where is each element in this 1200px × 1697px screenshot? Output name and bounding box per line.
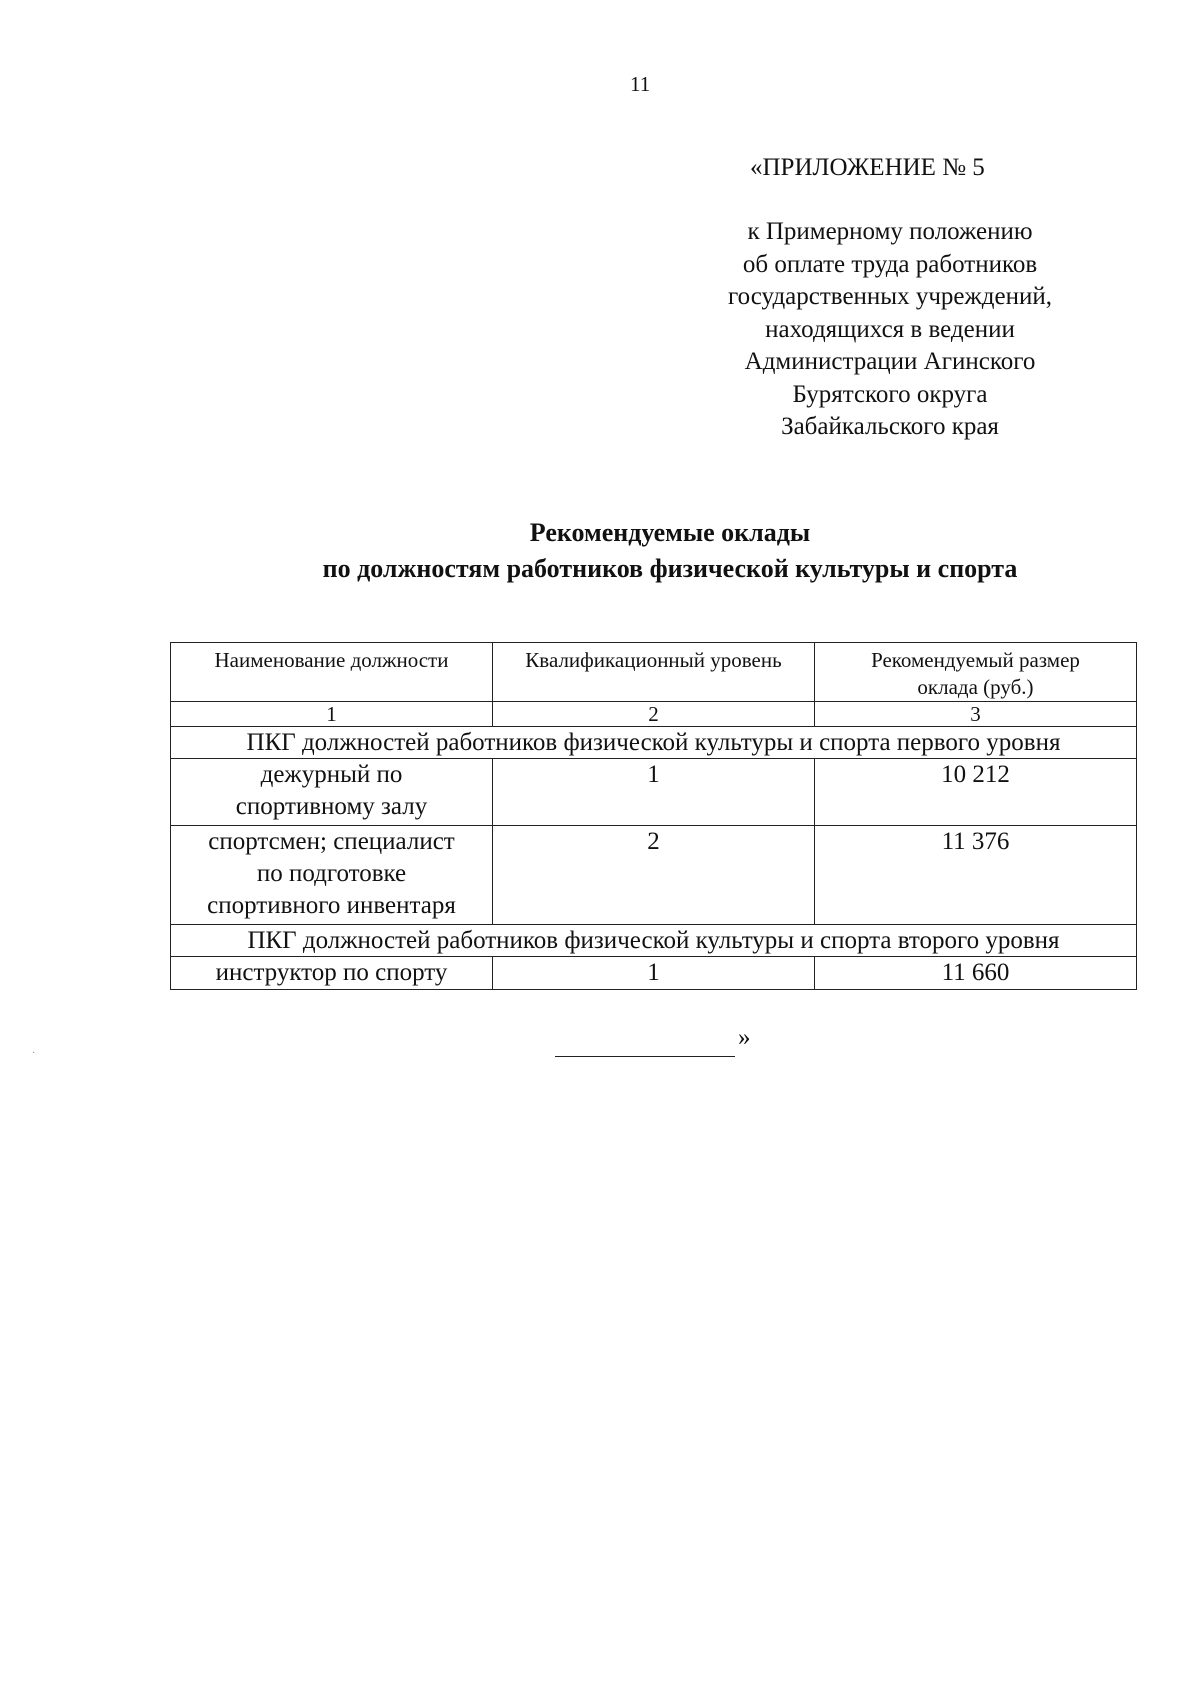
appendix-reference-line: об оплате труда работников <box>742 250 1038 278</box>
qualification-level: 1 <box>493 759 815 826</box>
table-row <box>171 759 1137 826</box>
position-name <box>171 957 493 990</box>
appendix-reference-line: Администрации Агинского <box>744 348 1036 375</box>
appendix-reference <box>690 216 1090 444</box>
position-name <box>171 759 493 826</box>
qualification-level: 2 <box>493 826 815 925</box>
group-title: ПКГ должностей работников физической культуры и спорта второго уровня <box>171 925 1137 957</box>
group-title: ПКГ должностей работников физической культуры и спорта первого уровня <box>171 727 1137 759</box>
salary-table <box>170 642 1137 990</box>
appendix-reference-line: государственных учреждений, <box>728 283 1052 310</box>
position-name-line: по подготовке <box>256 860 407 887</box>
document-heading <box>170 515 1170 587</box>
qualification-level: 1 <box>493 957 815 990</box>
heading-line-1: Рекомендуемые оклады <box>529 518 811 547</box>
column-number: 2 <box>493 702 815 727</box>
position-name <box>171 826 493 925</box>
table-row <box>171 957 1137 990</box>
column-number: 3 <box>815 702 1137 727</box>
salary-value: 11 660 <box>815 957 1137 990</box>
position-name-line: спортивному залу <box>235 793 428 820</box>
appendix-title: «ПРИЛОЖЕНИЕ № 5 <box>750 154 985 181</box>
table-header-row <box>171 643 1137 702</box>
position-name-line: инструктор по спорту <box>215 959 448 986</box>
closing-quote: » <box>738 1024 751 1051</box>
position-name-line: спортсмен; специалист <box>208 828 455 855</box>
salary-value: 11 376 <box>815 826 1137 925</box>
table-row <box>171 826 1137 925</box>
group-row-first-level <box>171 727 1137 759</box>
appendix-reference-line: Забайкальского края <box>781 413 999 440</box>
closing-line <box>555 1030 735 1057</box>
appendix-reference-line: Бурятского округа <box>792 380 988 408</box>
page-number: 11 <box>630 72 651 96</box>
salary-value: 10 212 <box>815 759 1137 826</box>
appendix-reference-line: находящихся в ведении <box>765 315 1015 343</box>
header-salary-line-1: Рекомендуемый размер <box>871 648 1080 672</box>
header-salary <box>815 643 1137 702</box>
column-number-row <box>171 702 1137 727</box>
scan-speck: · <box>32 1048 36 1059</box>
header-level: Квалификационный уровень <box>493 643 815 702</box>
column-number: 1 <box>171 702 493 727</box>
position-name-line: дежурный по <box>260 761 403 788</box>
heading-line-2: по должностям работников физической культуры и спорта <box>322 554 1018 583</box>
position-name-line: спортивного инвентаря <box>207 892 456 919</box>
appendix-reference-line: к Примерному положению <box>747 218 1033 245</box>
group-row-second-level <box>171 925 1137 957</box>
header-salary-line-2: оклада (руб.) <box>917 675 1034 699</box>
header-position: Наименование должности <box>171 643 493 702</box>
